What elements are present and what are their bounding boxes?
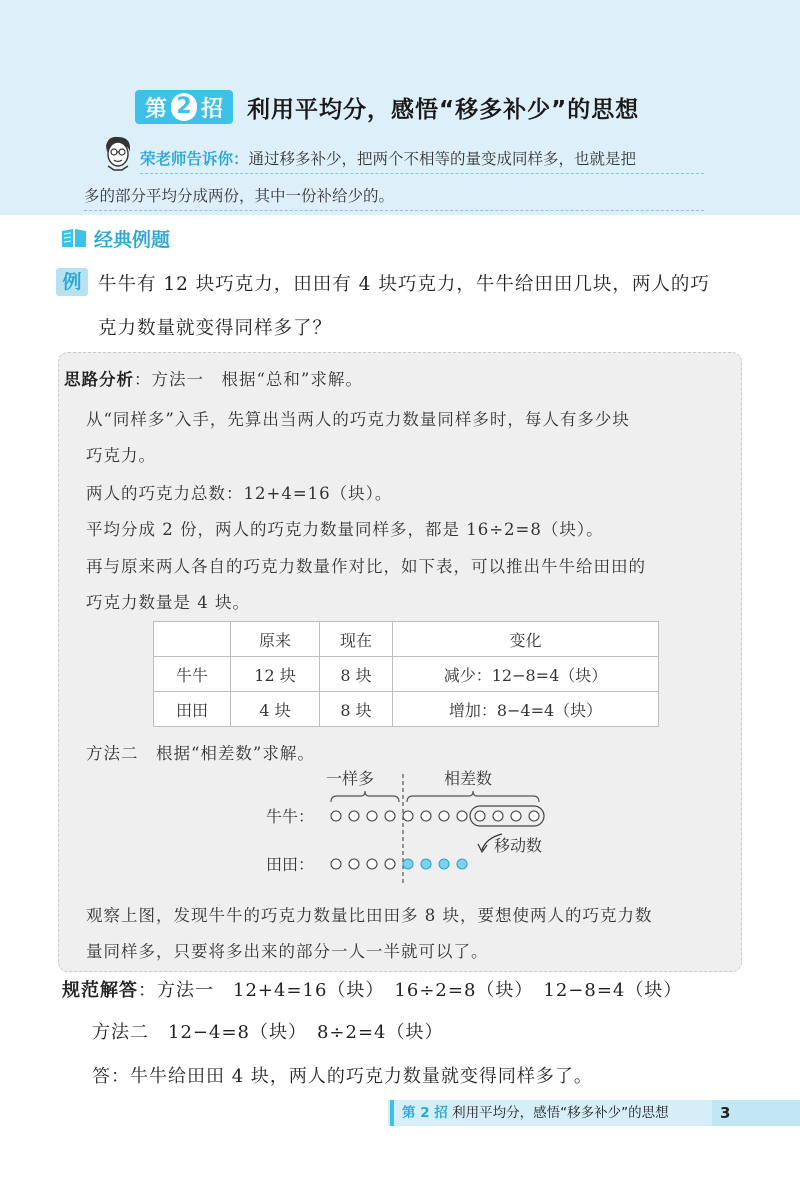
analysis-p1-line2: 巧克力。 bbox=[86, 446, 156, 465]
table-cell: 4 块 bbox=[231, 692, 320, 727]
table-cell: 减少：12−8=4（块） bbox=[393, 657, 659, 692]
niuniu-chocolate-circle bbox=[493, 811, 503, 821]
label-same-amount: 一样多 bbox=[325, 769, 375, 788]
lesson-title: 利用平均分，感悟“移多补少”的思想 bbox=[247, 96, 640, 123]
tiantian-received-circle bbox=[457, 859, 467, 869]
observation-line2: 量同样多，只要将多出来的部分一人一半就可以了。 bbox=[86, 942, 489, 961]
solution-label: 规范解答 bbox=[62, 980, 138, 1001]
section-title: 经典例题 bbox=[94, 228, 171, 251]
analysis-heading bbox=[64, 366, 363, 390]
tiantian-received-circle bbox=[403, 859, 413, 869]
table-cell: 牛牛 bbox=[154, 657, 231, 692]
difference-diagram bbox=[250, 760, 570, 890]
question-line-2: 克力数量就变得同样多了？ bbox=[98, 318, 333, 339]
table-cell: 12 块 bbox=[231, 657, 320, 692]
tiantian-chocolate-circle bbox=[385, 859, 395, 869]
teacher-tip-line-2 bbox=[84, 182, 704, 211]
solution-answer: 答：牛牛给田田 4 块，两人的巧克力数量就变得同样多了。 bbox=[92, 1066, 593, 1087]
niuniu-chocolate-circle bbox=[511, 811, 521, 821]
badge-pre: 第 bbox=[145, 96, 168, 122]
niuniu-chocolate-circle bbox=[457, 811, 467, 821]
brace-difference bbox=[407, 791, 539, 802]
niuniu-chocolate-circle bbox=[529, 811, 539, 821]
section-header bbox=[60, 224, 170, 252]
comparison-table bbox=[153, 621, 659, 727]
lesson-title-row bbox=[135, 88, 639, 126]
analysis-p4-line1: 再与原来两人各自的巧克力数量作对比，如下表，可以推出牛牛给田田的 bbox=[86, 557, 646, 576]
teacher-avatar-icon bbox=[100, 134, 136, 172]
brace-same-amount bbox=[331, 791, 399, 802]
table-row bbox=[154, 692, 659, 727]
badge-number: 2 bbox=[171, 93, 197, 121]
tiantian-chocolate-circle bbox=[349, 859, 359, 869]
analysis-label: 思路分析 bbox=[64, 370, 134, 389]
method1-heading: ：方法一 根据“总和”求解。 bbox=[134, 370, 363, 389]
teacher-tip-text-1: 通过移多补少，把两个不相等的量变成同样多，也就是把 bbox=[248, 150, 637, 168]
method2-heading: 方法二 根据“相差数”求解。 bbox=[86, 744, 315, 763]
niuniu-chocolate-circle bbox=[331, 811, 341, 821]
tiantian-received-circle bbox=[421, 859, 431, 869]
teacher-tip-line-1 bbox=[140, 145, 704, 174]
teacher-tip-label: 荣老师告诉你： bbox=[140, 149, 249, 168]
footer-chapter: 第 2 招 bbox=[402, 1105, 448, 1121]
tiantian-chocolate-circle bbox=[367, 859, 377, 869]
row-label-niuniu: 牛牛： bbox=[266, 807, 315, 826]
niuniu-chocolate-circle bbox=[385, 811, 395, 821]
table-cell: 8 块 bbox=[320, 657, 393, 692]
observation-line1: 观察上图，发现牛牛的巧克力数量比田田多 8 块，要想使两人的巧克力数 bbox=[86, 906, 653, 925]
niuniu-chocolate-circle bbox=[367, 811, 377, 821]
footer-accent bbox=[390, 1100, 394, 1126]
lesson-badge bbox=[135, 90, 233, 124]
row-label-tiantian: 田田： bbox=[266, 855, 315, 874]
table-header-cell bbox=[154, 622, 231, 657]
table-row bbox=[154, 657, 659, 692]
tiantian-received-circle bbox=[439, 859, 449, 869]
table-header-cell: 原来 bbox=[231, 622, 320, 657]
analysis-p4-line2: 巧克力数量是 4 块。 bbox=[86, 593, 250, 612]
page-number: 3 bbox=[712, 1100, 800, 1126]
analysis-p2: 两人的巧克力总数：12+4=16（块）。 bbox=[86, 484, 393, 503]
example-badge: 例 bbox=[56, 268, 88, 296]
analysis-p1-line1: 从“同样多”入手，先算出当两人的巧克力数量同样多时，每人有多少块 bbox=[86, 410, 630, 429]
footer-title bbox=[402, 1100, 669, 1126]
table-header-cell: 现在 bbox=[320, 622, 393, 657]
table-cell: 田田 bbox=[154, 692, 231, 727]
teacher-tip-text-2: 多的部分平均分成两份，其中一份补给少的。 bbox=[84, 187, 395, 205]
niuniu-chocolate-circle bbox=[403, 811, 413, 821]
label-difference: 相差数 bbox=[443, 769, 493, 788]
footer-title-text: 利用平均分，感悟“移多补少”的思想 bbox=[452, 1105, 669, 1121]
tiantian-chocolate-circle bbox=[331, 859, 341, 869]
solution-line1 bbox=[62, 976, 682, 1002]
niuniu-chocolate-circle bbox=[439, 811, 449, 821]
table-header-row bbox=[154, 622, 659, 657]
niuniu-chocolate-circle bbox=[475, 811, 485, 821]
niuniu-chocolate-circle bbox=[349, 811, 359, 821]
badge-post: 招 bbox=[201, 96, 224, 122]
table-cell: 增加：8−4=4（块） bbox=[393, 692, 659, 727]
table-cell: 8 块 bbox=[320, 692, 393, 727]
solution-method1: ：方法一 12+4=16（块） 16÷2=8（块） 12−8=4（块） bbox=[138, 980, 683, 1001]
table-header-cell: 变化 bbox=[393, 622, 659, 657]
niuniu-chocolate-circle bbox=[421, 811, 431, 821]
solution-line2: 方法二 12−4=8（块） 8÷2=4（块） bbox=[92, 1022, 444, 1043]
question-line-1: 牛牛有 12 块巧克力，田田有 4 块巧克力，牛牛给田田几块，两人的巧 bbox=[98, 274, 710, 295]
label-moved: 移动数 bbox=[493, 836, 543, 855]
open-book-icon bbox=[60, 227, 88, 249]
analysis-p3: 平均分成 2 份，两人的巧克力数量同样多，都是 16÷2=8（块）。 bbox=[86, 520, 604, 539]
